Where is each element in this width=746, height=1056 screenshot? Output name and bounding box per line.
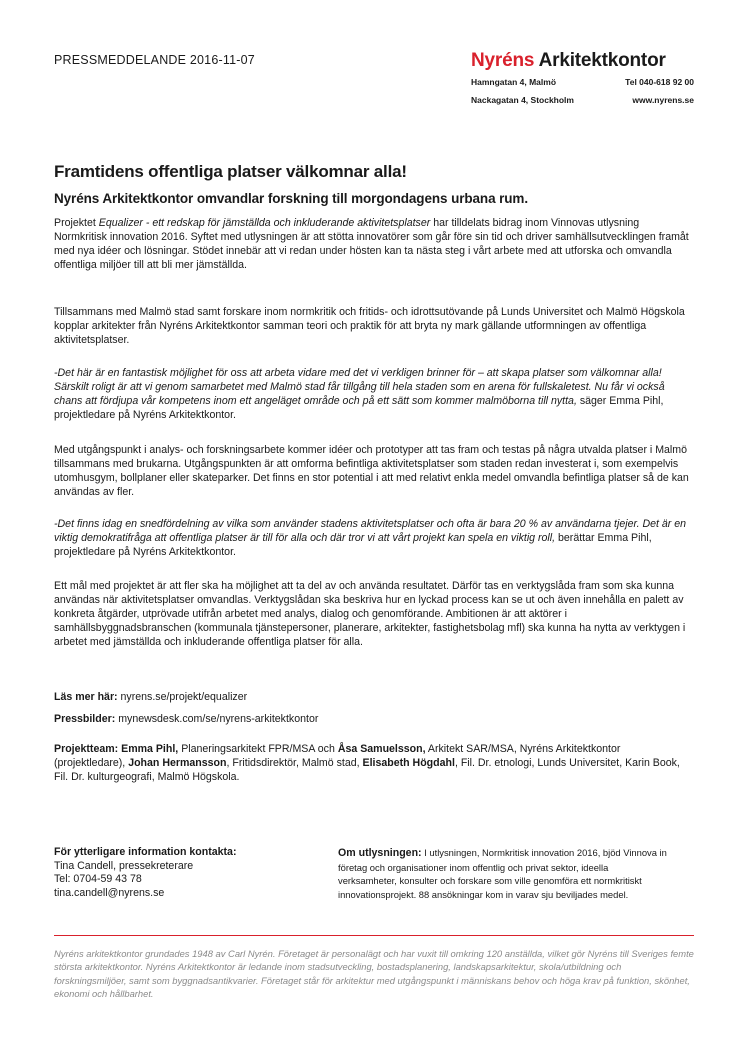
about-call-label: Om utlysningen: [338, 847, 422, 859]
press-contact [54, 846, 236, 900]
address-stockholm: Nackagatan 4, Stockholm [471, 95, 574, 105]
company-boilerplate: Nyréns arkitektkontor grundades 1948 av Carl Nyrén. Företaget är personalägt och har vuxit till omkring 120 anställda, vilket gör Nyréns till Sveriges femte största arkitektkontor. Nyréns Arkitektkontor är ledande inom stadsutveckling, bostadsplanering, landskapsarkitektur, skola/utbildning och forskningsmiljöer, samt som byggnadsantikvarier. Företaget står för arkitektur med utgångspunkt i människans behov och höga krav på funktion, skönhet, ekonomi och hållbarhet. [54, 948, 694, 1000]
quote-2-attribution: berättar Emma Pihl, projektledare på Nyréns Arkitektkontor. [54, 532, 652, 558]
contact-heading: För ytterligare information kontakta: [54, 846, 237, 858]
paragraph-partners [54, 305, 694, 347]
press-images-link[interactable]: mynewsdesk.com/se/nyrens-arkitektkontor [115, 713, 319, 725]
contact-name: Tina Candell, pressekreterare [54, 859, 194, 872]
address-malmo: Hamngatan 4, Malmö [471, 77, 557, 87]
method-text: Med utgångspunkt i analys- och forskningsarbete kommer idéer och prototyper att tas fram och testas på några utvalda platser i Malmö tillsammans med brukarna. Utgångspunkten är att omforma befintliga aktivitetsplatser som staden redan investerat i, som exempelvis utomhusgym, bollplaner eller skateparker. Det finns en stor potential i att med relativt enkla medel omvandla befintliga platser så de kan användas av fler. [54, 444, 689, 498]
press-images-line [54, 712, 318, 726]
about-call-text: I utlysningen, Normkritisk innovation 2016, bjöd Vinnova in företag och organisationer inom offentlig och privat sektor, ideella verksamheter, konsulter och forskare som ville genomföra ett normkritiskt innovationsprojekt. 88 ansökningar kom in varav sju beviljades medel. [338, 847, 667, 900]
team-member-name: Emma Pihl, [118, 743, 179, 755]
quote-2-text: -Det finns idag en snedfördelning av vilka som använder stadens aktivitetsplatser och ofta är bara 20 % av användarna tjejer. Det är en viktig demokratifråga att offentliga platser är till för alla och där tror vi att vårt projekt kan spela en viktig roll, [54, 518, 687, 544]
press-images-label: Pressbilder: [54, 713, 116, 725]
company-phone: Tel 040-618 92 00 [625, 77, 694, 87]
team-member-name: Johan Hermansson [128, 757, 227, 769]
paragraph-intro [54, 216, 694, 272]
footer-divider [54, 935, 694, 936]
quote-emma-2 [54, 517, 694, 559]
read-more-label: Läs mer här: [54, 691, 118, 703]
paragraph-toolbox [54, 579, 694, 649]
team-member-role: Arkitekt SAR/MSA, Nyréns Arkitektkontor (projektledare), [54, 743, 621, 769]
team-member-role: Planeringsarkitekt FPR/MSA och [178, 743, 338, 755]
team-label: Projektteam: [54, 743, 119, 755]
intro-pre: Projektet [54, 217, 99, 229]
press-release-date: PRESSMEDDELANDE 2016-11-07 [54, 53, 255, 67]
read-more-line [54, 690, 247, 704]
about-call [338, 846, 668, 901]
intro-post: har tilldelats bidrag inom Vinnovas utlysning Normkritisk innovation 2016. Syftet med utlysningen är att stötta innovatörer som går före sin tid och driver samhällsutvecklingen framåt med nya idéer och lösningar. Stödet innebär att vi redan under hösten kan ta nästa steg i vårt arbete med att utforska och omvandla offentliga miljöer till att bli mer jämställda. [54, 217, 689, 271]
paragraph-method [54, 443, 694, 499]
team-member-role: , Fil. Dr. etnologi, Lunds Universitet, Karin Book, Fil. Dr. kulturgeografi, Malmö Högskola. [54, 757, 680, 783]
toolbox-text: Ett mål med projektet är att fler ska ha möjlighet att ta del av och använda resultatet. Därför tas en verktygslåda fram som ska kunna användas när aktivitetsplatser omvandlas. Verktygslådan ska beskriva hur en lyckad process kan se ut och även innehålla en palett av konkreta åtgärder, utprövade utifrån arbetet med analys, dialog och genomförande. Ambitionen är att aktörer i samhällsbyggnadsbranschen (kommunala tjänstepersoner, planerare, arkitekter, fastighetsbolag mfl) ska kunna ha nytta av verktygen i arbetet med jämställda och inkluderande offentliga platser för alla. [54, 580, 686, 648]
contact-email[interactable]: tina.candell@nyrens.se [54, 886, 165, 899]
team-member-name: Elisabeth Högdahl [362, 757, 455, 769]
team-member-name: Åsa Samuelsson, [337, 743, 426, 755]
read-more-link[interactable]: nyrens.se/projekt/equalizer [117, 691, 248, 703]
company-logo [471, 50, 666, 72]
page-title: Framtidens offentliga platser välkomnar alla! [54, 162, 407, 181]
partners-text: Tillsammans med Malmö stad samt forskare inom normkritik och fritids- och idrottsutövande på Lunds Universitet och Malmö Högskola kopplar arkitekter från Nyréns Arkitektkontor samman teori och praktik för att bryta ny mark gällande utformningen av offentliga aktivitetsplatser. [54, 306, 685, 346]
contact-phone: Tel: 0704-59 43 78 [54, 873, 142, 885]
quote-emma-1 [54, 366, 694, 422]
project-name: Equalizer - ett redskap för jämställda och inkluderande aktivitetsplatser [98, 217, 431, 229]
logo-nyrens: Nyréns [471, 50, 535, 71]
logo-arkitektkontor: Arkitektkontor [538, 50, 666, 71]
quote-1-attribution: säger Emma Pihl, projektledare på Nyréns Arkitektkontor. [54, 395, 664, 421]
team-member-role: , Fritidsdirektör, Malmö stad, [226, 757, 363, 769]
project-team [54, 742, 694, 784]
company-website[interactable]: www.nyrens.se [632, 95, 694, 105]
quote-1-text: -Det här är en fantastisk möjlighet för oss att arbeta vidare med det vi verkligen brinner för – att skapa platser som välkomnar alla! Särskilt roligt är att vi genom samarbetet med Malmö stad får tillgång till hela staden som en arena för fullskaletest. Nu får vi också chans att fördjupa vår kompetens inom ett angeläget område och på ett sätt som kommer malmöborna till nytta, [54, 367, 665, 407]
page-subtitle: Nyréns Arkitektkontor omvandlar forskning till morgondagens urbana rum. [54, 191, 528, 206]
